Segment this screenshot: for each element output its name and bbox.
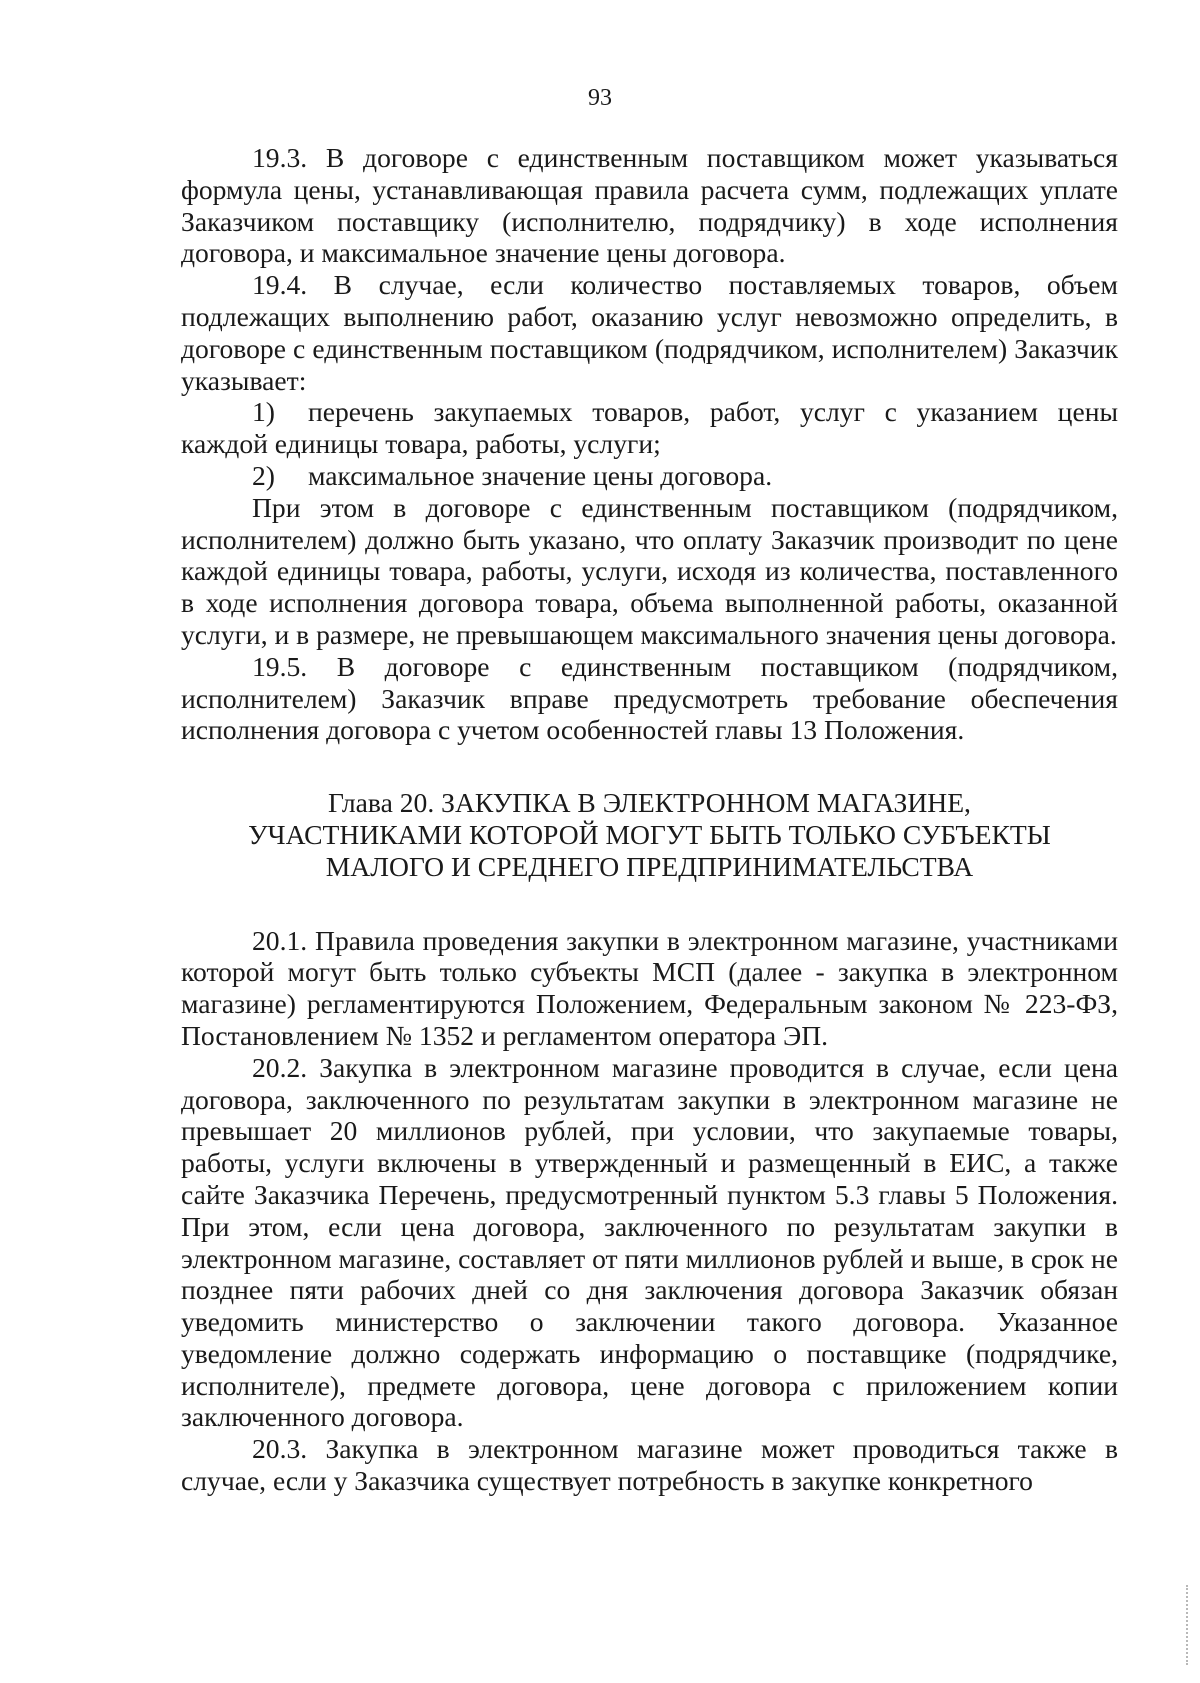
paragraph-20-2: 20.2. Закупка в электронном магазине проводится в случае, если цена договора, заключенного по результатам закупки в электронном магазине не превышает 20 миллионов рублей, при условии, что закупаемые товары, работы, услуги включены в утвержденный и размещенный в ЕИС, а также сайте Заказчика Перечень, предусмотренный пунктом 5.3 главы 5 Положения. При этом, если цена договора, заключенного по результатам закупки в электронном магазине, составляет от пяти миллионов рублей и выше, в срок не позднее пяти рабочих дней со дня заключения договора Заказчик обязан уведомить министерство о заключении такого договора. Указанное уведомление должно содержать информацию о поставщике (подрядчике, исполнителе), предмете договора, цене договора с приложением копии заключенного договора. xyxy=(181,1051,1118,1433)
list-item-2 xyxy=(181,460,1118,492)
paragraph-19-3: 19.3. В договоре с единственным поставщиком может указываться формула цены, устанавливающая правила расчета сумм, подлежащих уплате Заказчиком поставщику (исполнителю, подрядчику) в ходе исполнения договора, и максимальное значение цены договора. xyxy=(181,142,1118,269)
paragraph-19-4: 19.4. В случае, если количество поставляемых товаров, объем подлежащих выполнению работ, оказанию услуг невозможно определить, в договоре с единственным поставщиком (подрядчиком, исполнителем) Заказчик указывает: xyxy=(181,269,1118,396)
list-item-number: 1) xyxy=(252,396,275,428)
paragraph-20-3: 20.3. Закупка в электронном магазине может проводиться также в случае, если у Заказчика существует потребность в закупке конкретного xyxy=(181,1433,1118,1497)
chapter-heading-line: МАЛОГО И СРЕДНЕГО ПРЕДПРИНИМАТЕЛЬСТВА xyxy=(325,850,974,882)
page-number: 93 xyxy=(588,85,612,111)
document-body xyxy=(181,142,1118,1497)
section-19-text xyxy=(181,142,1118,746)
scan-edge-mark xyxy=(1186,1585,1190,1665)
list-item-1 xyxy=(181,396,1118,460)
list-item-text: перечень закупаемых товаров, работ, услуг с указанием цены каждой единицы товара, работы, услуги; xyxy=(181,396,1118,460)
section-20-text xyxy=(181,925,1118,1497)
paragraph-payment-terms: При этом в договоре с единственным поставщиком (подрядчиком, исполнителем) должно быть указано, что оплату Заказчик производит по цене каждой единицы товара, работы, услуги, исходя из количества, поставленного в ходе исполнения договора товара, объема выполненной работы, оказанной услуги, и в размере, не превышающем максимального значения цены договора. xyxy=(181,491,1118,650)
paragraph-19-5: 19.5. В договоре с единственным поставщиком (подрядчиком, исполнителем) Заказчик вправе предусмотреть требование обеспечения исполнения договора с учетом особенностей главы 13 Положения. xyxy=(181,650,1118,746)
list-item-text: максимальное значение цены договора. xyxy=(308,459,773,491)
paragraph-20-1: 20.1. Правила проведения закупки в электронном магазине, участниками которой могут быть только субъекты МСП (далее - закупка в электронном магазине) регламентируются Положением, Федеральным законом № 223-ФЗ, Постановлением № 1352 и регламентом оператора ЭП. xyxy=(181,924,1118,1051)
chapter-heading-line: УЧАСТНИКАМИ КОТОРОЙ МОГУТ БЫТЬ ТОЛЬКО СУБЪЕКТЫ xyxy=(248,818,1051,850)
chapter-heading-line: Глава 20. ЗАКУПКА В ЭЛЕКТРОННОМ МАГАЗИНЕ, xyxy=(328,787,971,819)
list-item-number: 2) xyxy=(252,459,275,491)
chapter-20-heading xyxy=(181,787,1118,882)
